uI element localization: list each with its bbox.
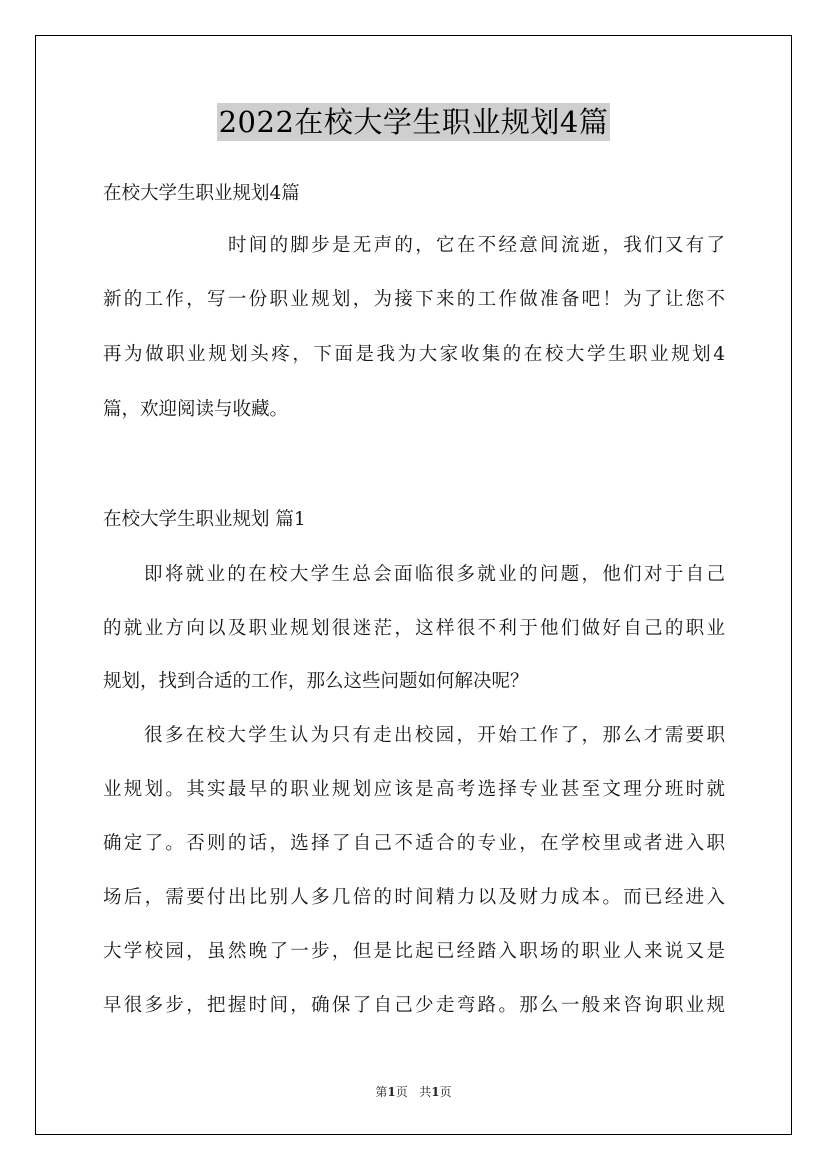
intro-line-3: 再为做职业规划头疼，下面是我为大家收集的在校大学生职业规划4 — [103, 344, 725, 365]
total-label-prefix: 共 — [419, 1085, 432, 1099]
section-heading: 在校大学生职业规划 篇1 — [103, 509, 306, 530]
document-subtitle: 在校大学生职业规划4篇 — [103, 183, 300, 204]
page-footer — [0, 1083, 827, 1100]
para2-line-4: 场后，需要付出比别人多几倍的时间精力以及财力成本。而已经进入 — [103, 887, 725, 908]
para2-line-6: 早很多步，把握时间，确保了自己少走弯路。那么一般来咨询职业规 — [103, 995, 725, 1016]
para2-line-3: 确定了。否则的话，选择了自己不适合的专业，在学校里或者进入职 — [103, 833, 725, 854]
para1-line-3: 规划，找到合适的工作，那么这些问题如何解决呢？ — [103, 671, 529, 692]
intro-line-1: 时间的脚步是无声的，它在不经意间流逝，我们又有了 — [228, 235, 725, 256]
para1-line-2: 的就业方向以及职业规划很迷茫，这样很不利于他们做好自己的职业 — [103, 618, 725, 639]
para2-line-5: 大学校园，虽然晚了一步，但是比起已经踏入职场的职业人来说又是 — [103, 941, 725, 962]
total-pages: 1 — [431, 1085, 440, 1099]
page-label-prefix: 第 — [375, 1085, 388, 1099]
para2-line-1: 很多在校大学生认为只有走出校园，开始工作了，那么才需要职 — [144, 725, 725, 746]
page-number: 1 — [387, 1085, 396, 1099]
para2-line-2: 业规划。其实最早的职业规划应该是高考选择专业甚至文理分班时就 — [103, 779, 725, 800]
document-title: 2022在校大学生职业规划4篇 — [218, 105, 609, 139]
page-label-suffix: 页 — [395, 1085, 408, 1099]
intro-line-4: 篇，欢迎阅读与收藏。 — [103, 399, 289, 420]
intro-line-2: 新的工作，写一份职业规划，为接下来的工作做准备吧！为了让您不 — [103, 289, 725, 310]
title-container — [0, 103, 827, 141]
para1-line-1: 即将就业的在校大学生总会面临很多就业的问题，他们对于自己 — [144, 564, 725, 585]
total-label-suffix: 页 — [439, 1085, 452, 1099]
